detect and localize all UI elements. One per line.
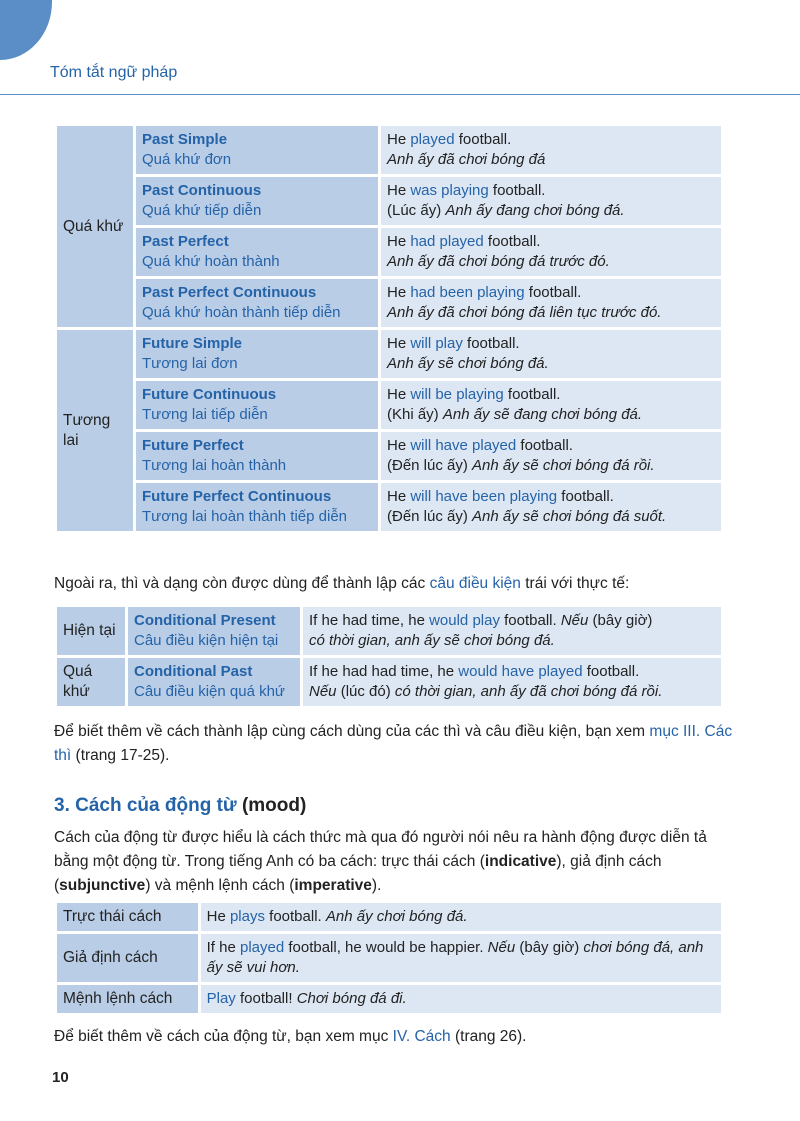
conditional-name-cell [128,658,300,706]
translation-prefix: (Khi ấy) [387,406,443,423]
conditional-label: Quá khứ [57,658,125,706]
example-run: He [387,233,411,250]
section-title [54,795,306,817]
example-run: He [387,488,411,505]
section-title-paren: (mood) [236,795,307,816]
example-line [309,631,715,651]
mood-label: Giả định cách [57,934,198,982]
example-en [387,130,715,150]
tense-name-cell [136,126,378,174]
example-run: football. [503,386,561,403]
tense-example-cell [381,279,721,327]
translation-text: Anh ấy đã chơi bóng đá liên tục trước đó. [387,304,662,321]
example-run: will be playing [410,386,504,403]
mood-table [54,900,724,1016]
tense-name-vi: Quá khứ hoàn thành [142,253,280,270]
example-line [309,662,715,682]
conditional-name-en: Conditional Present [134,612,276,629]
text-run: mục III. Các thì [54,723,733,764]
table-row [57,381,721,429]
example-run: will play [410,335,463,352]
mood-label: Trực thái cách [57,903,198,931]
tense-example-cell [381,432,721,480]
tense-name-vi: Tương lai đơn [142,355,238,372]
text-run: ), giả định cách ( [54,853,662,894]
example-run: would have played [458,663,583,680]
tense-name-vi: Tương lai tiếp diễn [142,406,268,423]
text-run: indicative [484,853,557,870]
tense-name-en: Past Simple [142,131,228,148]
example-vi [387,303,715,323]
example-run: If he had had time, he [309,663,459,680]
example-run: Nếu [309,683,337,700]
example-run: (bây giờ) [515,939,584,956]
example-run: Anh ấy chơi bóng đá. [325,908,468,925]
conditional-label: Hiện tại [57,607,125,655]
example-run: He [387,284,411,301]
mood-example-cell [201,934,721,982]
example-run: He [387,335,411,352]
translation-prefix: (Đến lúc ấy) [387,457,473,474]
example-run: (bây giờ) [588,612,653,629]
example-run: football. [265,908,326,925]
example-run: (lúc đó) [336,683,395,700]
text-run: Để biết thêm về cách của động từ, bạn xem mục [54,1028,393,1045]
table-row [57,985,721,1013]
example-run: He [387,131,411,148]
example-vi [387,354,715,374]
text-run: Để biết thêm về cách thành lập cùng cách dùng của các thì và câu điều kiện, bạn xem [54,723,650,740]
tense-name-vi: Quá khứ tiếp diễn [142,202,262,219]
example-run: He [387,386,411,403]
example-run: football. [483,233,541,250]
header-rule [0,94,800,95]
example-run: will have played [410,437,517,454]
table-row [57,934,721,982]
tense-example-cell [381,126,721,174]
table-row [57,432,721,480]
example-run: was playing [410,182,489,199]
translation-text: Anh ấy đã chơi bóng đá trước đó. [387,253,610,270]
example-run: He [387,437,411,454]
table-row [57,126,721,174]
example-vi [387,456,715,476]
tense-name-vi: Quá khứ hoàn thành tiếp diễn [142,304,341,321]
text-run: (trang 26). [450,1028,527,1045]
tense-example-cell [381,228,721,276]
conditional-name-cell [128,607,300,655]
text-run: subjunctive [59,877,146,894]
example-run: He [387,182,411,199]
example-run: football. [516,437,573,454]
example-en [387,334,715,354]
tense-name-vi: Tương lai hoàn thành tiếp diễn [142,508,348,525]
mood-note [54,1025,734,1049]
example-run: He [206,908,230,925]
example-run: had played [410,233,484,250]
tense-group-label: Tương lai [57,330,133,531]
example-vi [387,405,715,425]
tense-name-en: Future Perfect Continuous [142,488,332,505]
example-run: football. [488,182,546,199]
page-number: 10 [52,1069,69,1086]
tense-name-cell [136,483,378,531]
text-run: IV. Cách [392,1028,451,1045]
tense-name-cell [136,330,378,378]
mood-example-cell [201,903,721,931]
tense-example-cell [381,381,721,429]
tense-name-vi: Quá khứ đơn [142,151,232,168]
tense-name-en: Future Simple [142,335,243,352]
example-run: Play [206,990,236,1007]
tense-name-en: Future Continuous [142,386,277,403]
tense-name-cell [136,279,378,327]
tense-name-cell [136,381,378,429]
mood-label: Mệnh lệnh cách [57,985,198,1013]
example-en [387,385,715,405]
example-run: played [239,939,285,956]
text-run: trái với thực tế: [520,575,630,592]
table-row [57,483,721,531]
table-row [57,177,721,225]
example-run: có thời gian, anh ấy sẽ chơi bóng đá. [309,632,555,649]
text-run: Ngoài ra, thì và dạng còn được dùng để thành lập các [54,575,430,592]
conditional-table [54,604,724,709]
corner-decoration [0,0,52,60]
tense-name-cell [136,228,378,276]
example-run: chơi bóng đá, anh ấy sẽ vui hơn. [206,939,704,976]
text-run: (trang 17-25). [71,747,170,764]
tense-name-en: Future Perfect [142,437,244,454]
example-en [387,181,715,201]
translation-prefix: (Đến lúc ấy) [387,508,473,525]
conditional-example-cell [303,607,721,655]
example-run: football. [582,663,640,680]
example-run: football. [557,488,614,505]
text-run: imperative [294,877,372,894]
example-run: football, he would be happier. [284,939,488,956]
table-row [57,658,721,706]
tense-group-label: Quá khứ [57,126,133,327]
text-run: ) và mệnh lệnh cách ( [145,877,295,894]
table-row [57,607,721,655]
text-run: Cách của động từ được hiểu là cách thức mà qua đó người nói nêu ra hành động được diễn tả bằng một động từ. Trong tiếng Anh có ba cách: trực thái cách ( [54,829,707,870]
example-en [387,436,715,456]
example-run: will have been playing [410,488,558,505]
translation-prefix: (Lúc ấy) [387,202,446,219]
mood-paragraph [54,826,736,898]
translation-text: Anh ấy đã chơi bóng đá [387,151,546,168]
tenses-note [54,720,734,768]
example-run: football. [454,131,512,148]
tense-name-cell [136,177,378,225]
tense-table [54,123,724,534]
example-run: If he had time, he [309,612,430,629]
translation-text: Anh ấy sẽ chơi bóng đá rồi. [472,457,655,474]
conditional-name-vi: Câu điều kiện quá khứ [134,683,285,700]
example-run: Chơi bóng đá đi. [296,990,407,1007]
tense-example-cell [381,483,721,531]
example-run: Nếu [487,939,516,956]
example-run: would play [429,612,500,629]
tense-name-en: Past Perfect Continuous [142,284,317,301]
table-row [57,228,721,276]
tense-name-en: Past Perfect [142,233,229,250]
example-en [387,487,715,507]
section-title-text: 3. Cách của động từ [54,795,237,816]
example-line [309,682,715,702]
example-run: football. [462,335,520,352]
conditional-example-cell [303,658,721,706]
tense-example-cell [381,177,721,225]
text-run: ). [371,877,382,894]
translation-text: Anh ấy sẽ đang chơi bóng đá. [442,406,643,423]
table-row [57,279,721,327]
tense-example-cell [381,330,721,378]
example-run: football! [235,990,297,1007]
tense-name-cell [136,432,378,480]
example-run: had been playing [410,284,525,301]
conditional-intro [54,572,734,596]
table-row [57,903,721,931]
example-run: If he [206,939,240,956]
example-vi [387,201,715,221]
example-run: football. [499,612,561,629]
conditional-name-en: Conditional Past [134,663,253,680]
translation-text: Anh ấy sẽ chơi bóng đá suốt. [472,508,667,525]
example-line [309,611,715,631]
conditional-name-vi: Câu điều kiện hiện tại [134,632,279,649]
example-run: played [410,131,455,148]
example-en [387,232,715,252]
example-run: football. [524,284,582,301]
example-run: Nếu [560,612,589,629]
mood-example-cell [201,985,721,1013]
example-run: có thời gian, anh ấy đã chơi bóng đá rồi. [394,683,663,700]
running-head: Tóm tắt ngữ pháp [50,64,178,81]
example-vi [387,150,715,170]
translation-text: Anh ấy sẽ chơi bóng đá. [387,355,549,372]
tense-name-en: Past Continuous [142,182,262,199]
table-row [57,330,721,378]
text-run: câu điều kiện [429,575,521,592]
tense-name-vi: Tương lai hoàn thành [142,457,287,474]
example-vi [387,507,715,527]
translation-text: Anh ấy đang chơi bóng đá. [445,202,625,219]
example-run: plays [229,908,265,925]
example-en [387,283,715,303]
example-vi [387,252,715,272]
